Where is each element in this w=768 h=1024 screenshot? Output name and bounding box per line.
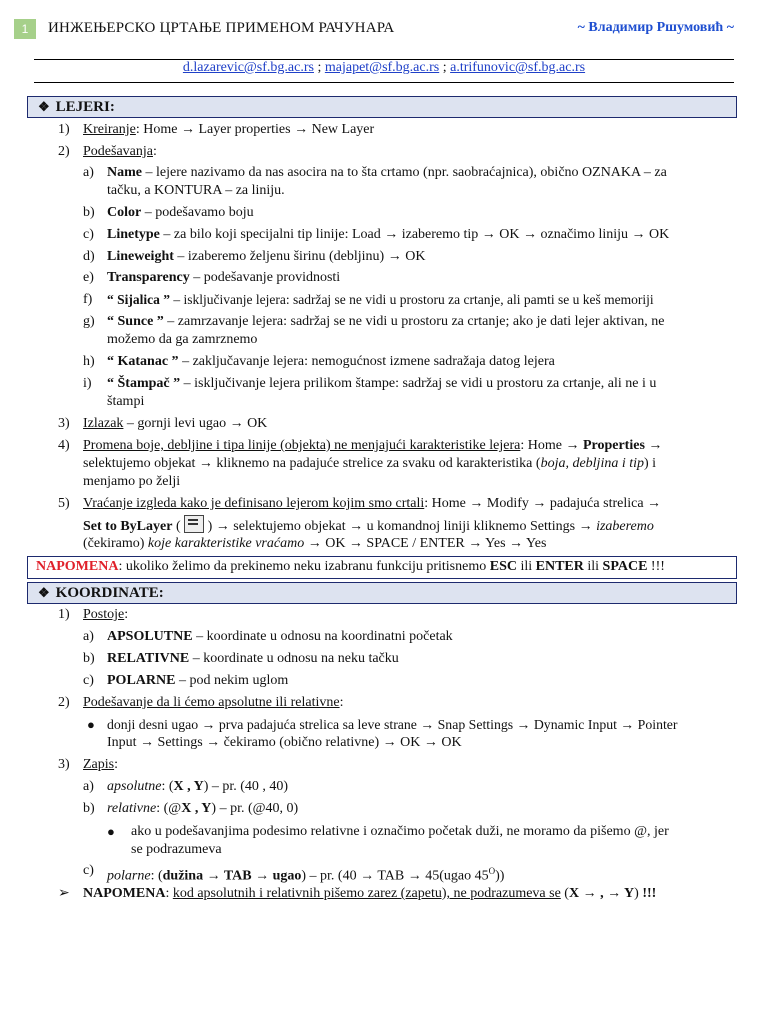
document-title: ИНЖЕЊЕРСКО ЦРТАЊЕ ПРИМЕНОМ РАЧУНАРА bbox=[48, 20, 395, 36]
divider-bottom bbox=[34, 82, 734, 83]
arrowhead-bullet-icon: ➢ bbox=[58, 886, 70, 901]
note-box: NAPOMENA: ukoliko želimo da prekinemo neku izabranu funkciju pritisnemo ESC ili ENTER ili SPACE !!! bbox=[27, 556, 737, 579]
email-link-3[interactable]: a.trifunovic@sf.bg.ac.rs bbox=[450, 60, 586, 75]
email-line: d.lazarevic@sf.bg.ac.rs ; majapet@sf.bg.ac.rs ; a.trifunovic@sf.bg.ac.rs bbox=[182, 60, 586, 75]
document-page: 1 ИНЖЕЊЕРСКО ЦРТАЊЕ ПРИМЕНОМ РАЧУНАРА ~ Владимир Ршумовић ~ d.lazarevic@sf.bg.ac.rs ; majapet@sf.bg.ac.rs ; a.trifunovic@sf.bg.ac.rs ❖ LEJERI: 1) Kreiranje: Home → Layer properties → New Layer 2) Podešavanja: a) Name – lejere nazivamo da nas asocira na to šta crtamo (npr. saobraćajnica), obično OZNAKA – za tačku, a KONTURA – za liniju. b) Color – podešavamo boju c) Linetype – za bilo koji specijalni tip linije: Load → izaberemo tip → OK → označimo liniju → OK d) Lineweight – izaberemo željenu širinu (debljinu) → OK e) Transparency – podešavanje providnosti f) “ Sijalica ” – isključivanje lejera: sadržaj se ne vidi u prostoru za crtanje, ali pamti se u keš memoriji g) “ Sunce ” – zamrzavanje lejera: sadržaj se ne vidi u prostoru za crtanje; ako je dati lejer aktivan, ne možemo da ga zamrznemo h) “ Katanac ” – zaključavanje lejera: nemogućnost izmene sadražaja datog lejera i) “ Štampač ” – isključivanje lejera prilikom štampe: sadržaj se vidi u prostoru za crtanje, ali ne i u štampi 3) Izlazak – gornji levi ugao → OK 4) Promena boje, debljine i tipa linije (objekta) ne menjajući karakteristike lejera: Home → Properties → selektujemo objekat → kliknemo na padajuće strelice za svaku od karakteristika (boja, debljina i tip) i menjamo po želji 5) Vraćanje izgleda kako je definisano lejerom kojim smo crtali: Home → Modify → padajuća strelica → Set to ByLayer ( ) → selektujemo objekat → u komandnoj liniji kliknemo Settings → izaberemo (čekiramo) koje karakteristike vraćamo → OK → SPACE / ENTER → Yes → Yes NAPOMENA: ukoliko želimo da prekinemo neku izabranu funkciju pritisnemo ESC ili ENTER ili SPACE !!! ❖ KOORDINATE: 1) Postoje: a) APSOLUTNE – koordinate u odnosu na koordinatni početak b) RELATIVNE – koordinate u odnosu na neku tačku c) POLARNE – pod nekim uglom 2) Podešavanje da li ćemo apsolutne ili relativne: ● donji desni ugao → prva padajuća strelica sa leve strane → Snap Settings → Dynamic Input → Pointer Input → Settings → čekiramo (obično relativne) → OK → OK 3) Zapis: a) apsolutne: (X , Y) – pr. (40 , 40) b) relativne: (@X , Y) – pr. (@40, 0) ● ako u podešavanjima podesimo relativne i označimo početak duži, ne moramo da pišemo @, jer se podrazumeva c) polarne: (dužina → TAB → ugao) – pr. (40 → TAB → 45(ugao $45^O$)) ➢ NAPOMENA: kod apsolutnih i relativnih pišemo zarez (zapetu), ne podrazumeva se (X → , → Y) !!! bbox=[0, 0, 768, 1024]
email-link-2[interactable]: majapet@sf.bg.ac.rs bbox=[324, 60, 440, 75]
page-number: 1 bbox=[14, 19, 36, 39]
page-header bbox=[14, 19, 734, 41]
bullet-dot-icon: ● bbox=[107, 824, 115, 839]
section-header-lejeri bbox=[27, 96, 737, 118]
diamond-bullet-icon: ❖ bbox=[38, 585, 50, 600]
diamond-bullet-icon: ❖ bbox=[38, 99, 50, 114]
section-title: LEJERI: bbox=[55, 99, 115, 115]
set-to-bylayer-icon bbox=[184, 515, 204, 533]
bullet-dot-icon: ● bbox=[87, 717, 95, 732]
note-label: NAPOMENA bbox=[36, 559, 119, 574]
email-link-1[interactable]: d.lazarevic@sf.bg.ac.rs bbox=[182, 60, 314, 75]
section-header-koordinate bbox=[27, 582, 737, 604]
author-name: ~ Владимир Ршумовић ~ bbox=[577, 20, 734, 35]
section-title: KOORDINATE: bbox=[55, 585, 164, 601]
